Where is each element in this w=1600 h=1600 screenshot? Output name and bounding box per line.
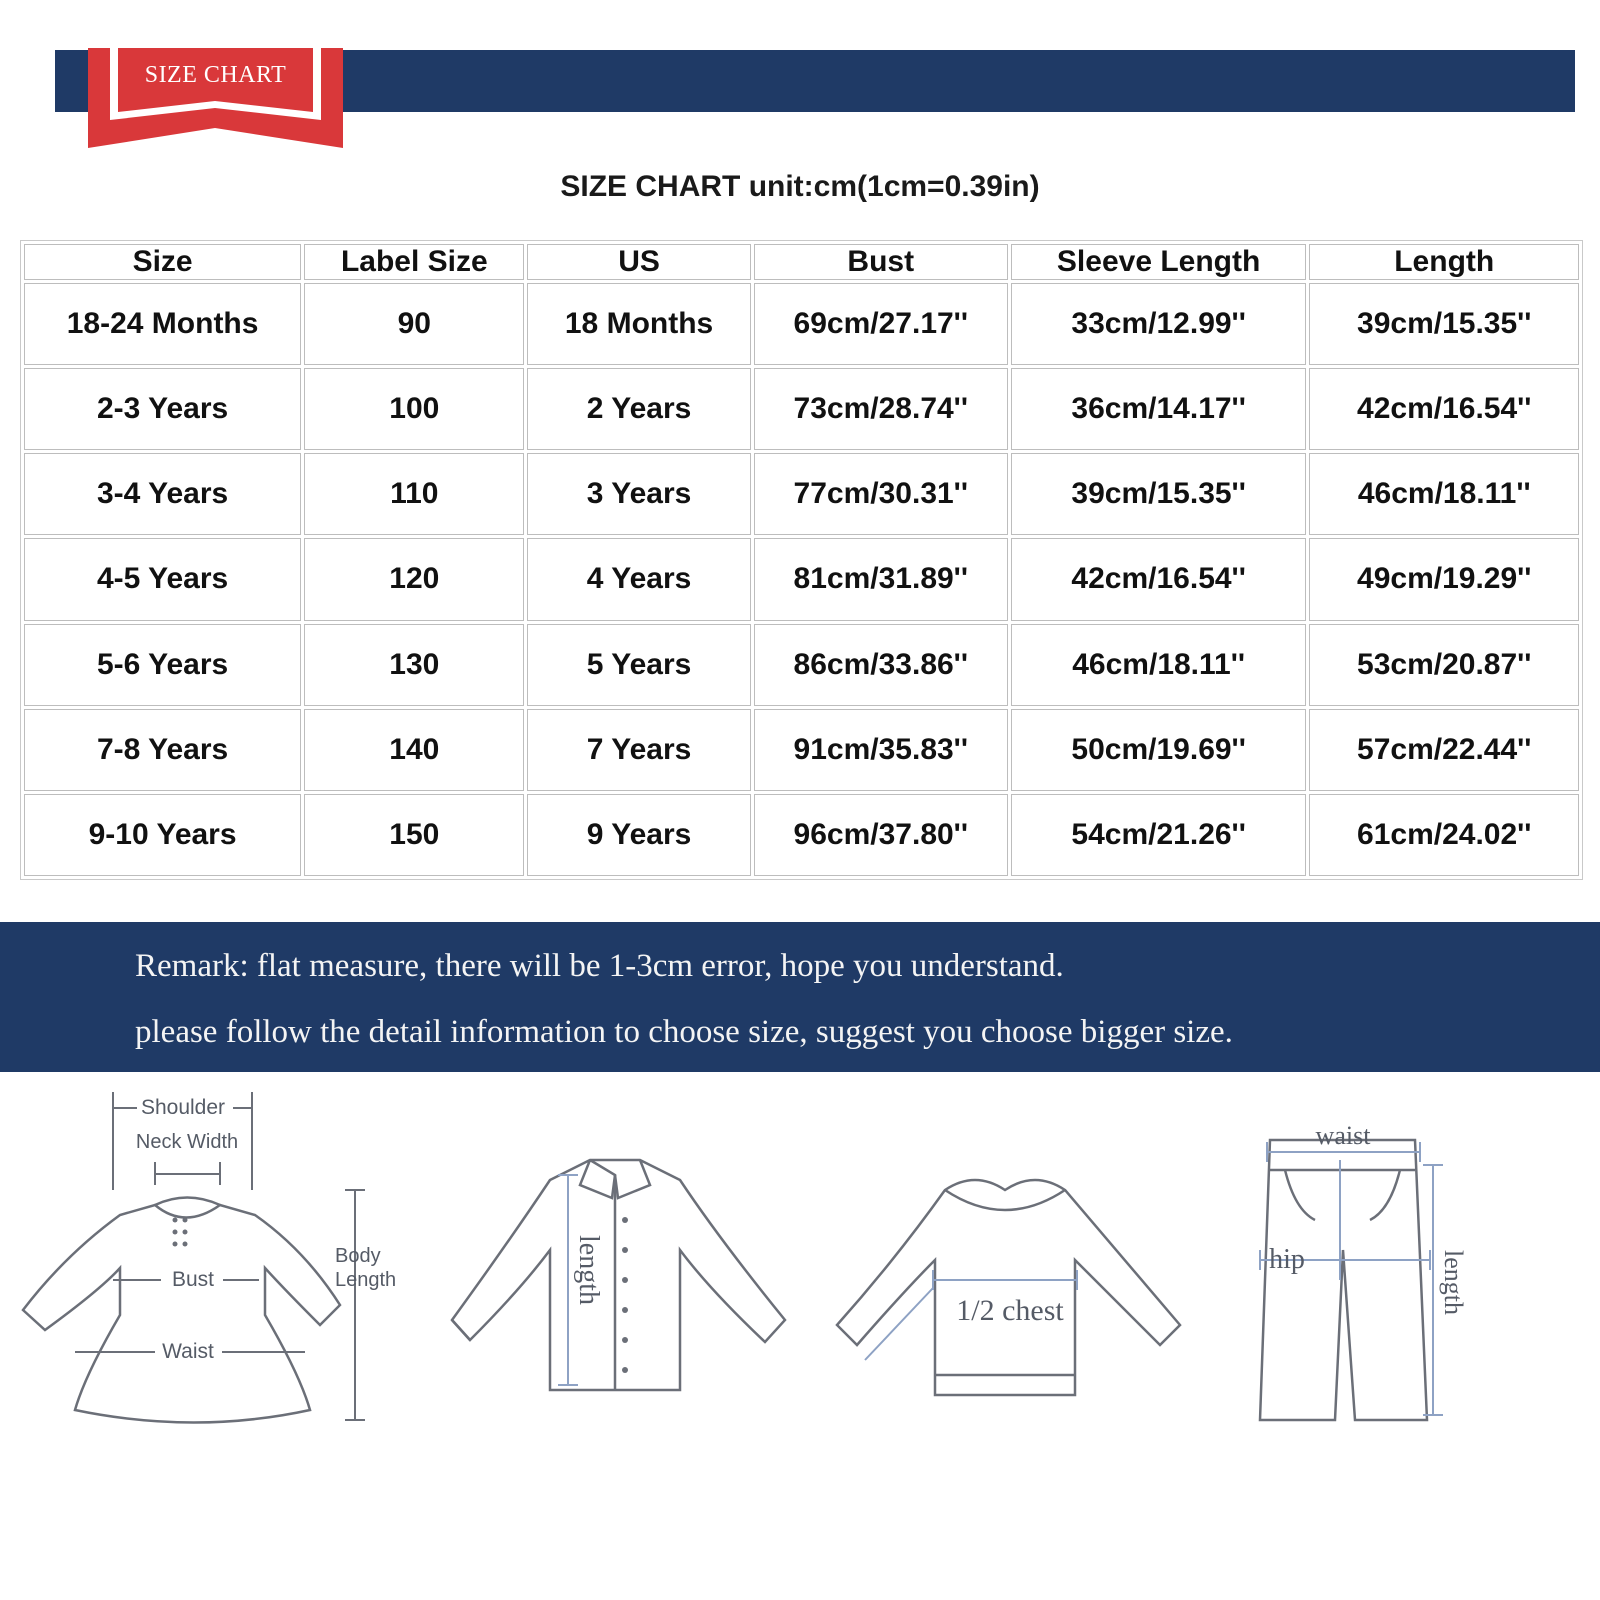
size-chart-badge: SIZE CHART: [144, 62, 287, 88]
cell-us: 7 Years: [527, 709, 750, 791]
sweater-icon: [835, 1170, 1195, 1450]
cell-label-size: 120: [304, 538, 524, 620]
cell-length: 42cm/16.54'': [1309, 368, 1579, 450]
cell-us: 5 Years: [527, 624, 750, 706]
cell-bust: 86cm/33.86'': [754, 624, 1008, 706]
cell-length: 57cm/22.44'': [1309, 709, 1579, 791]
shirt-length-label: length: [573, 1235, 604, 1305]
pants-waist-label: waist: [1315, 1121, 1371, 1150]
table-row: [24, 453, 1579, 535]
cell-size: 5-6 Years: [24, 624, 301, 706]
pants-hip-label: hip: [1269, 1244, 1305, 1275]
table-row: [24, 283, 1579, 365]
header-sleeve-length: Sleeve Length: [1011, 244, 1307, 280]
chart-title: SIZE CHART unit:cm(1cm=0.39in): [560, 170, 1040, 203]
cell-size: 7-8 Years: [24, 709, 301, 791]
header-length: Length: [1309, 244, 1579, 280]
cell-sleeve-length: 36cm/14.17'': [1011, 368, 1307, 450]
size-table-container: [20, 240, 1583, 880]
cell-sleeve-length: 50cm/19.69'': [1011, 709, 1307, 791]
cell-length: 49cm/19.29'': [1309, 538, 1579, 620]
remark-bar: [0, 922, 1600, 1072]
cell-length: 61cm/24.02'': [1309, 794, 1579, 876]
cell-sleeve-length: 33cm/12.99'': [1011, 283, 1307, 365]
dress-length-label: Length: [335, 1269, 397, 1291]
cell-sleeve-length: 39cm/15.35'': [1011, 453, 1307, 535]
cell-bust: 81cm/31.89'': [754, 538, 1008, 620]
pants-length-label: length: [1439, 1250, 1468, 1315]
table-row: [24, 794, 1579, 876]
cell-size: 4-5 Years: [24, 538, 301, 620]
cell-size: 2-3 Years: [24, 368, 301, 450]
size-table: [20, 240, 1583, 880]
dress-bust-label: Bust: [171, 1268, 215, 1291]
cell-us: 18 Months: [527, 283, 750, 365]
cell-bust: 77cm/30.31'': [754, 453, 1008, 535]
cell-us: 3 Years: [527, 453, 750, 535]
cell-label-size: 140: [304, 709, 524, 791]
table-row: [24, 538, 1579, 620]
cell-length: 39cm/15.35'': [1309, 283, 1579, 365]
cell-size: 3-4 Years: [24, 453, 301, 535]
table-row: [24, 368, 1579, 450]
sweater-chest-label: 1/2 chest: [956, 1294, 1064, 1327]
header-label-size: Label Size: [304, 244, 524, 280]
shirt-icon: [450, 1150, 810, 1450]
cell-us: 4 Years: [527, 538, 750, 620]
cell-us: 2 Years: [527, 368, 750, 450]
cell-sleeve-length: 54cm/21.26'': [1011, 794, 1307, 876]
cell-sleeve-length: 42cm/16.54'': [1011, 538, 1307, 620]
table-header-row: [24, 244, 1579, 280]
dress-icon: [15, 1090, 415, 1450]
cell-length: 46cm/18.11'': [1309, 453, 1579, 535]
cell-label-size: 130: [304, 624, 524, 706]
table-row: [24, 624, 1579, 706]
cell-bust: 91cm/35.83'': [754, 709, 1008, 791]
cell-label-size: 90: [304, 283, 524, 365]
cell-sleeve-length: 46cm/18.11'': [1011, 624, 1307, 706]
dress-neck-width-label: Neck Width: [135, 1131, 239, 1153]
cell-bust: 69cm/27.17'': [754, 283, 1008, 365]
size-advice-text: please follow the detail information to choose size, suggest you choose bigger size.: [135, 1014, 1233, 1050]
cell-bust: 96cm/37.80'': [754, 794, 1008, 876]
header-bust: Bust: [754, 244, 1008, 280]
pants-icon: [1255, 1110, 1495, 1440]
cell-length: 53cm/20.87'': [1309, 624, 1579, 706]
cell-label-size: 100: [304, 368, 524, 450]
cell-size: 9-10 Years: [24, 794, 301, 876]
header-us: US: [527, 244, 750, 280]
cell-bust: 73cm/28.74'': [754, 368, 1008, 450]
measurement-diagrams: [0, 1090, 1600, 1450]
cell-label-size: 150: [304, 794, 524, 876]
remark-text: Remark: flat measure, there will be 1-3cm error, hope you understand.: [135, 948, 1064, 984]
cell-us: 9 Years: [527, 794, 750, 876]
header-size: Size: [24, 244, 301, 280]
cell-label-size: 110: [304, 453, 524, 535]
cell-size: 18-24 Months: [24, 283, 301, 365]
table-row: [24, 709, 1579, 791]
dress-body-label: Body: [335, 1245, 381, 1267]
dress-waist-label: Waist: [162, 1340, 214, 1363]
dress-shoulder-label: Shoulder: [140, 1096, 226, 1119]
